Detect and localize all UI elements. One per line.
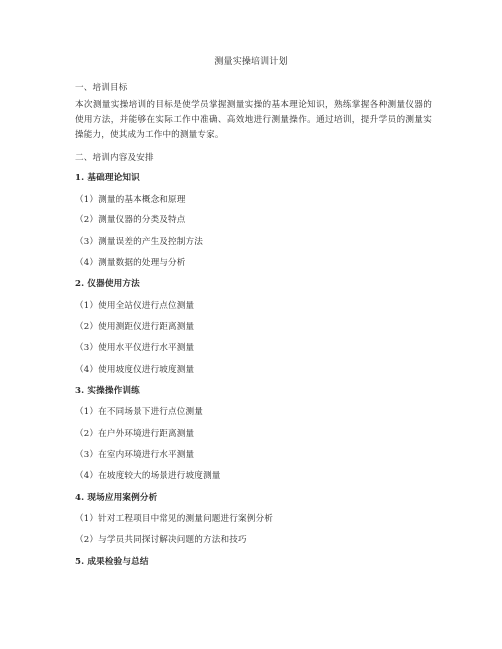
list-item: （1）在不同场景下进行点位测量	[75, 407, 204, 417]
list-item: （1）针对工程项目中常见的测量问题进行案例分析	[75, 514, 273, 524]
list-item: （2）与学员共同探讨解决问题的方法和技巧	[75, 535, 247, 545]
goals-paragraph: 本次测量实操培训的目标是使学员掌握测量实操的基本理论知识，熟练掌握各种测量仪器的使用方法，并能够在实际工作中准确、高效地进行测量操作。通过培训，提升学员的测量实操能力，使其成为工作中的测量专家。	[75, 100, 432, 140]
topic-title: 5. 成果检验与总结	[75, 557, 149, 567]
section-heading-content: 二、培训内容及安排	[75, 153, 154, 163]
topic-title: 1. 基础理论知识	[75, 173, 140, 183]
list-item: （1）使用全站仪进行点位测量	[75, 301, 195, 311]
document-title: 测量实操培训计划	[214, 57, 288, 67]
list-item: （3）测量误差的产生及控制方法	[75, 237, 204, 247]
list-item: （3）使用水平仪进行水平测量	[75, 343, 195, 353]
list-item: （2）使用测距仪进行距离测量	[75, 322, 195, 332]
topic-title: 3. 实操操作训练	[75, 386, 140, 396]
list-item: （2）测量仪器的分类及特点	[75, 215, 186, 225]
topic-title: 4. 现场应用案例分析	[75, 493, 158, 503]
list-item: （3）在室内环境进行水平测量	[75, 450, 195, 460]
list-item: （2）在户外环境进行距离测量	[75, 429, 195, 439]
section-heading-goals: 一、培训目标	[75, 83, 128, 93]
topic-title: 2. 仪器使用方法	[75, 279, 140, 289]
list-item: （4）使用坡度仪进行坡度测量	[75, 365, 195, 375]
list-item: （4）测量数据的处理与分析	[75, 258, 186, 268]
list-item: （1）测量的基本概念和原理	[75, 195, 186, 205]
list-item: （4）在坡度较大的场景进行坡度测量	[75, 471, 221, 481]
